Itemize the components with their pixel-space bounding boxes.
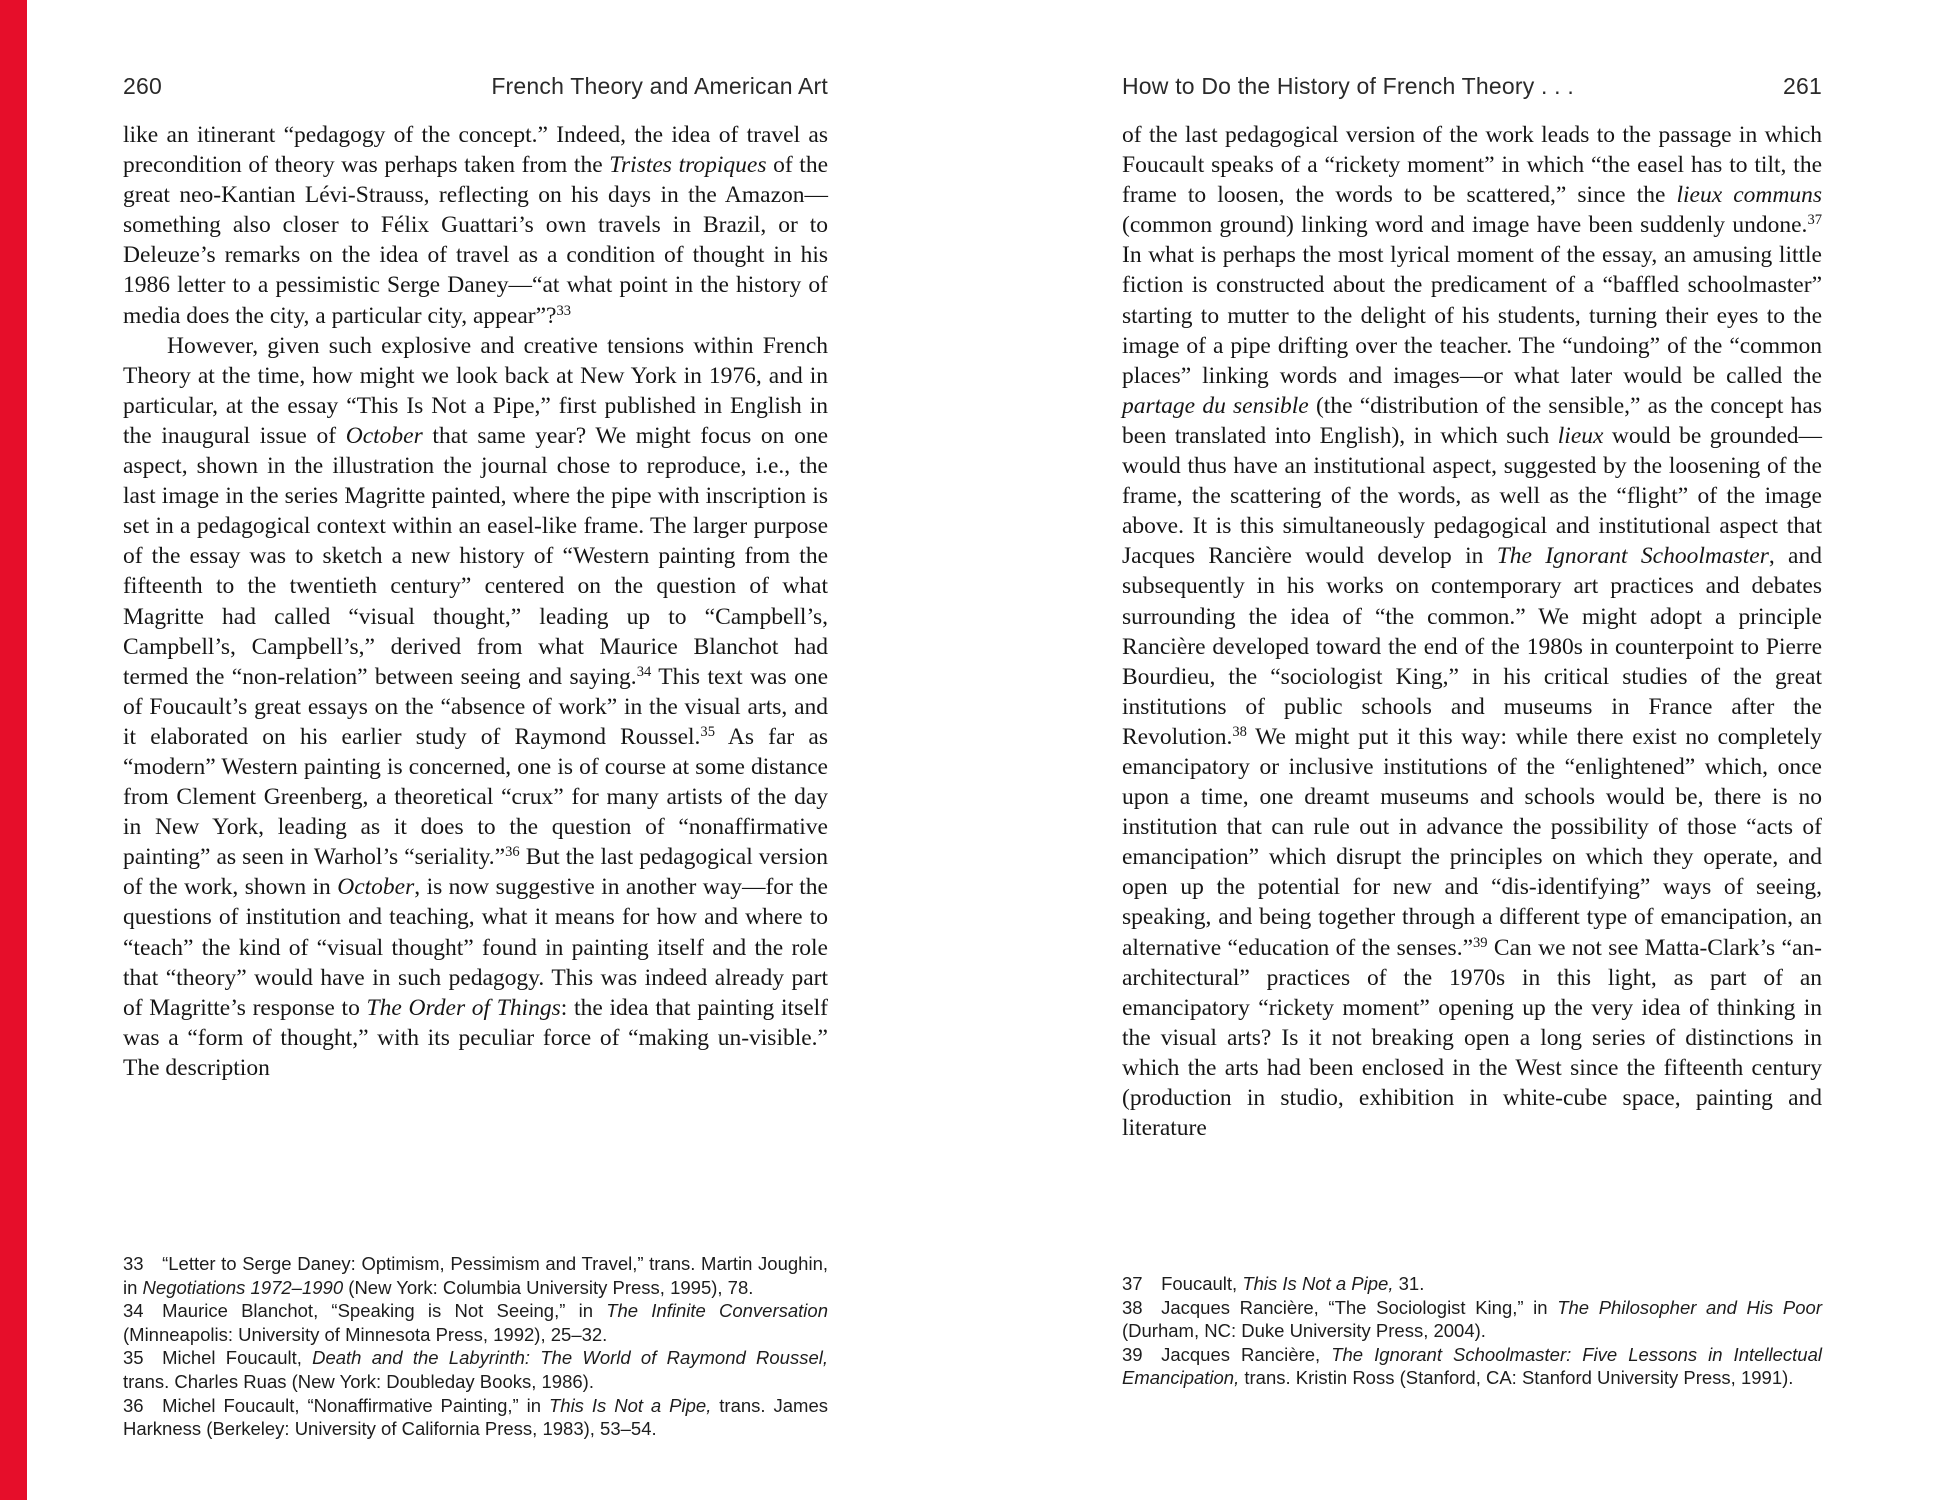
right-footnotes: [1122, 1272, 1822, 1390]
paragraph: of the last pedagogical version of the work leads to the passage in which Foucault speaks of a “rickety moment” in which “the easel has to tilt, the frame to loosen, the words to be scattered,” since the lieux communs (common ground) linking word and image have been suddenly undone.$^{37}$ In what is perhaps the most lyrical moment of the essay, an amusing little fiction is constructed about the predicament of a “baffled schoolmaster” starting to mutter to the delight of his students, turning their eyes to the image of a pipe drifting over the teacher. The “undoing” of the “common places” linking words and images—or what later would be called the partage du sensible (the “distribution of the sensible,” as the concept has been translated into English), in which such lieux would be grounded—would thus have an institutional aspect, suggested by the loosening of the frame, the scattering of the words, as well as the “flight” of the image above. It is this simultaneously pedagogical and institutional aspect that Jacques Rancière would develop in The Ignorant Schoolmaster, and subsequently in his works on contemporary art practices and debates surrounding the idea of “the common.” We might adopt a principle Rancière developed toward the end of the 1980s in counterpoint to Pierre Bourdieu, the “sociologist King,” in his critical studies of the great institutions of public schools and museums in France after the Revolution.$^{38}$ We might put it this way: while there exist no completely emancipatory or inclusive institutions of the “enlightened” which, once upon a time, one dreamt museums and schools would be, there is no institution that can rule out in advance the possibility of those “acts of emancipation” which disrupt the principles on which they operate, and open up the potential for new and “dis-identifying” ways of seeing, speaking, and being together through a different type of emancipation, an alternative “education of the senses.”$^{39}$ Can we not see Matta-Clark’s “an-architectural” practices of the 1970s in this light, as part of an emancipatory “rickety moment” opening up the very idea of thinking in the visual arts? Is it not breaking open a long series of distinctions in which the arts had been enclosed in the West since the fifteenth century (production in studio, exhibition in white-cube space, painting and literature: [1122, 122, 1823, 1142]
book-edge-strip: [0, 0, 27, 1500]
left-running-head: French Theory and American Art: [491, 73, 828, 99]
right-page-number: 261: [1783, 73, 1822, 99]
page-260: [123, 72, 828, 1472]
footnote: 37 Foucault, This Is Not a Pipe, 31.: [1122, 1273, 1425, 1294]
footnote: 35 Michel Foucault, Death and the Labyrinth: The World of Raymond Roussel, trans. Charles Ruas (New York: Doubleday Books, 1986).: [123, 1347, 828, 1392]
footnote: 33 “Letter to Serge Daney: Optimism, Pessimism and Travel,” trans. Martin Joughin, in Negotiations 1972–1990 (New York: Columbia University Press, 1995), 78.: [123, 1253, 828, 1298]
left-page-number: 260: [123, 73, 162, 99]
paragraph: like an itinerant “pedagogy of the concept.” Indeed, the idea of travel as precondition of theory was perhaps taken from the Tristes tropiques of the great neo-Kantian Lévi-Strauss, reflecting on his days in the Amazon—something also closer to Félix Guattari’s own travels in Brazil, or to Deleuze’s remarks on the idea of travel as a condition of thought in his 1986 letter to a pessimistic Serge Daney—“at what point in the history of media does the city, a particular city, appear”?$^{33}$: [123, 122, 829, 329]
left-page-header: [123, 72, 828, 100]
footnote: 38 Jacques Rancière, “The Sociologist King,” in The Philosopher and His Poor (Durham, NC: Duke University Press, 2004).: [1122, 1296, 1822, 1342]
page-261: [1122, 72, 1822, 1472]
right-body-text: [1122, 120, 1822, 1143]
right-page-header: [1122, 72, 1822, 100]
footnote: 36 Michel Foucault, “Nonaffirmative Painting,” in This Is Not a Pipe, trans. James Harkness (Berkeley: University of California Press, 1983), 53–54.: [123, 1394, 828, 1440]
paragraph: However, given such explosive and creative tensions within French Theory at the time, how might we look back at New York in 1976, and in particular, at the essay “This Is Not a Pipe,” first published in English in the inaugural issue of October that same year? We might focus on one aspect, shown in the illustration the journal chose to reproduce, i.e., the last image in the series Magritte painted, where the pipe with inscription is set in a pedagogical context within an easel-like frame. The larger purpose of the essay was to sketch a new history of “Western painting from the fifteenth to the twentieth century” centered on the question of what Magritte had called “visual thought,” leading up to “Campbell’s, Campbell’s, Campbell’s,” derived from what Maurice Blanchot had termed the “non-relation” between seeing and saying.$^{34}$ This text was one of Foucault’s great essays on the “absence of work” in the visual arts, and it elaborated on his earlier study of Raymond Roussel.$^{35}$ As far as “modern” Western painting is concerned, one is of course at some distance from Clement Greenberg, a theoretical “crux” for many artists of the day in New York, leading as it does to the question of “nonaffirmative painting” as seen in Warhol’s “seriality.”$^{36}$ But the last pedagogical version of the work, shown in October, is now suggestive in another way—for the questions of institution and teaching, what it means for how and where to “teach” the kind of “visual thought” found in painting itself and the role that “theory” would have in such pedagogy. This was indeed already part of Magritte’s response to The Order of Things: the idea that painting itself was a “form of thought,” with its peculiar force of “making un-visible.” The description: [123, 332, 829, 1081]
footnote: 39 Jacques Rancière, The Ignorant Schoolmaster: Five Lessons in Intellectual Emancipation, trans. Kristin Ross (Stanford, CA: Stanford University Press, 1991).: [1122, 1343, 1822, 1389]
left-footnotes: [123, 1252, 828, 1441]
right-running-head: How to Do the History of French Theory . . .: [1122, 73, 1574, 99]
left-body-text: [123, 120, 828, 1083]
footnote: 34 Maurice Blanchot, “Speaking is Not Seeing,” in The Infinite Conversation (Minneapolis: University of Minnesota Press, 1992), 25–32.: [123, 1300, 828, 1345]
